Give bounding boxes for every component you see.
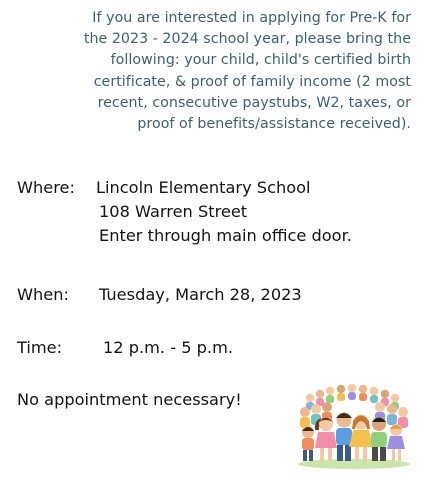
time-block	[17, 336, 233, 360]
appointment-note: No appointment necessary!	[17, 390, 242, 409]
event-date: Tuesday, March 28, 2023	[99, 285, 302, 304]
school-name: Lincoln Elementary School	[96, 178, 311, 197]
intro-line: proof of benefits/assistance received).	[137, 116, 411, 133]
intro-line: recent, consecutive paystubs, W2, taxes, or	[97, 94, 411, 111]
intro-paragraph	[14, 8, 411, 135]
intro-line: the 2023 - 2024 school year, please bring the	[83, 31, 411, 48]
where-block	[17, 176, 352, 248]
where-label: Where:	[17, 178, 75, 197]
when-label: When:	[17, 285, 69, 304]
event-time: 12 p.m. - 5 p.m.	[103, 338, 233, 357]
intro-line: following: your child, child's certified birth	[110, 52, 411, 69]
group-of-children-illustration	[296, 380, 412, 470]
time-label: Time:	[17, 338, 63, 357]
intro-line: certificate, & proof of family income (2 most	[93, 73, 411, 90]
street-address: 108 Warren Street	[99, 202, 248, 221]
intro-line: If you are interested in applying for Pre-K for	[92, 10, 411, 26]
entrance-instructions: Enter through main office door.	[99, 226, 352, 245]
when-block	[17, 283, 302, 307]
